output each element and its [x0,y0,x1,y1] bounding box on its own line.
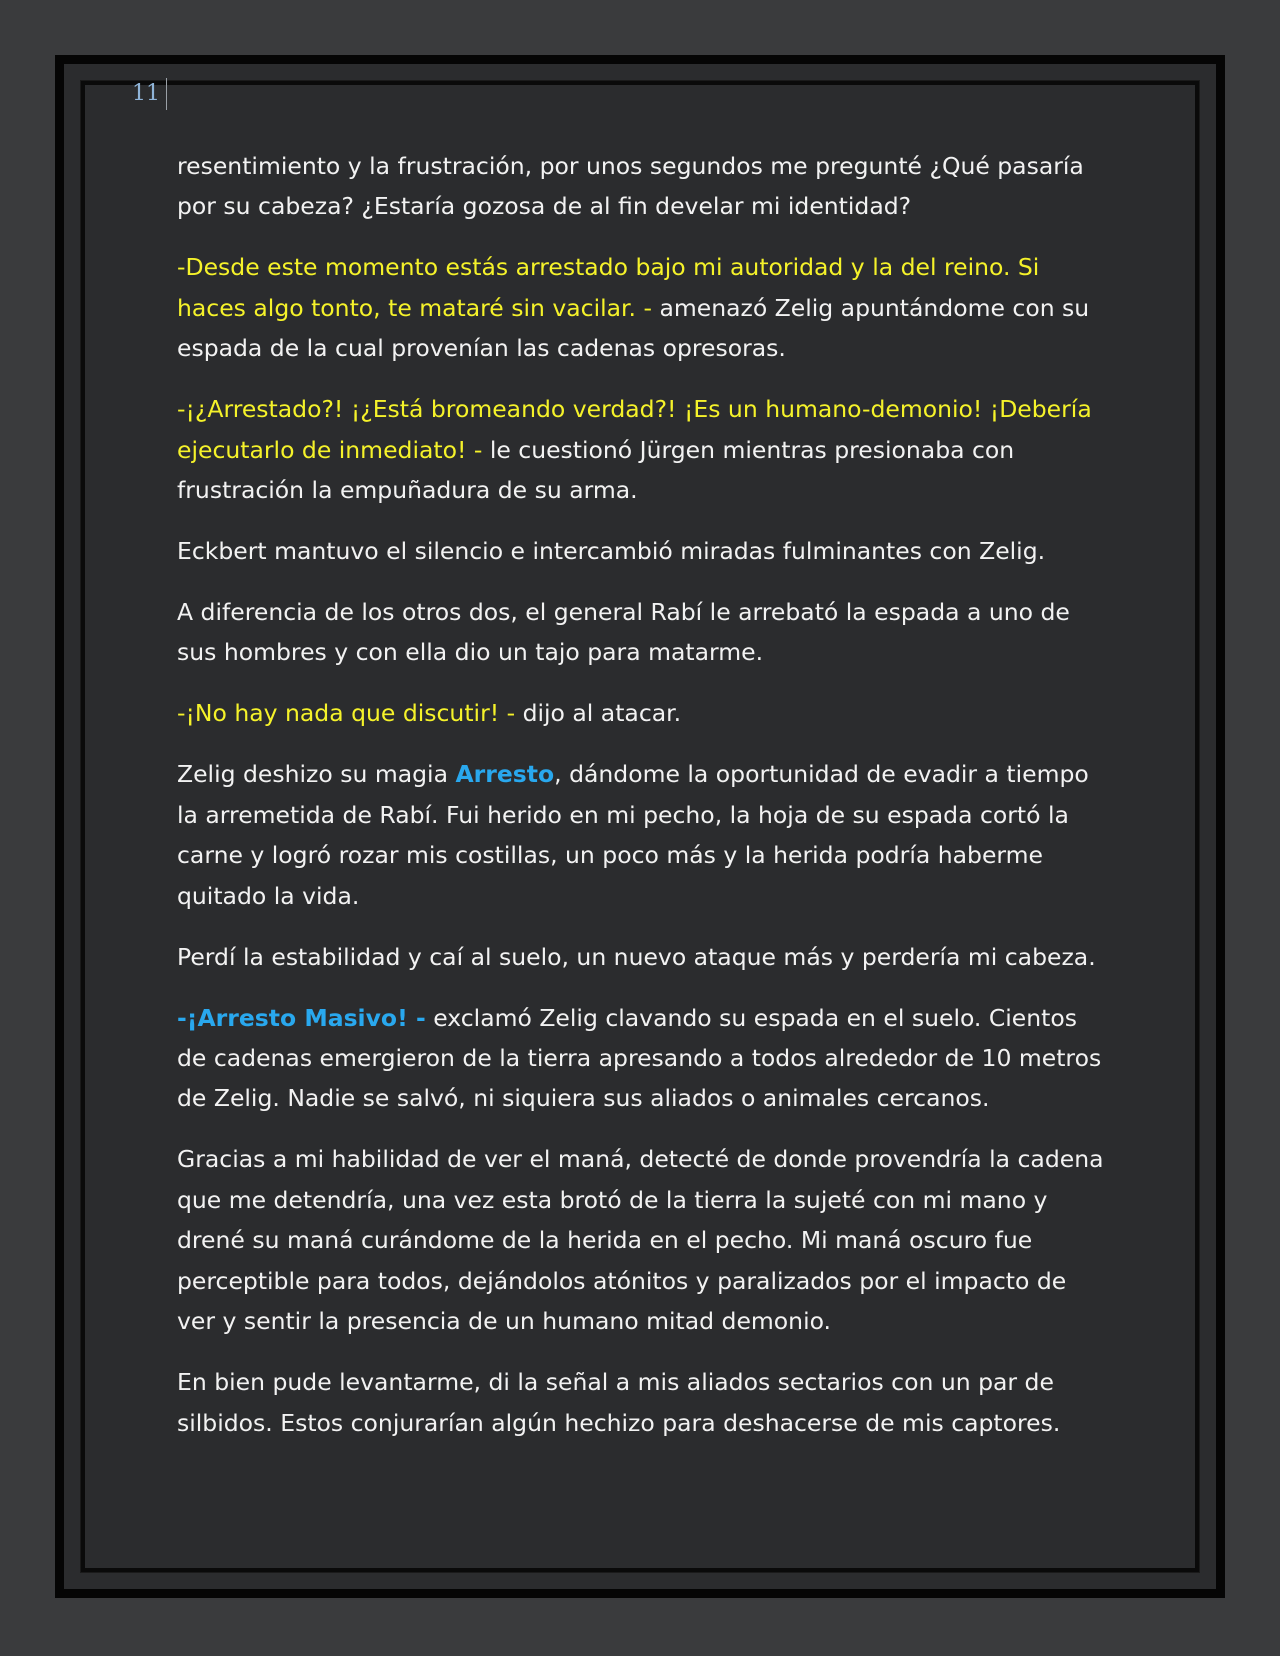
narration-text: exclamó Zelig clavando su espada en el suelo. Cientos de cadenas emergieron de la tierra apresando a todos alrededor de 10 metros de Zelig. Nadie se salvó, ni siquiera sus aliados o animales cercanos. [177,1003,1102,1113]
dialogue-text: -Desde este momento estás arrestado bajo mi autoridad y la del reino. Si haces algo tonto, te mataré sin vacilar. - [177,253,1040,322]
narration-text: Zelig deshizo su magia [177,760,456,789]
narration-text: le cuestionó Jürgen mientras presionaba con frustración la empuñadura de su arma. [177,435,1015,505]
paragraph-11 [177,1362,1107,1443]
narration-text: En bien pude levantarme, di la señal a mis aliados sectarios con un par de silbidos. Estos conjurarían algún hechizo para deshacerse de mis captores. [177,1368,1061,1437]
narration-text: , dándome la oportunidad de evadir a tiempo la arremetida de Rabí. Fui herido en mi pecho, la hoja de su espada cortó la carne y logró rozar mis costillas, un poco más y la herida podría haberme quitado la vida. [177,760,1089,910]
narration-text: amenazó Zelig apuntándome con su espada de la cual provenían las cadenas opresoras. [177,293,1090,363]
spell-name: Arresto [455,760,555,789]
paragraph-3 [177,389,1107,510]
text-body [177,146,1107,1464]
paragraph-8 [177,937,1107,977]
paragraph-4 [177,531,1107,571]
paragraph-1 [177,146,1107,227]
spell-dialogue-text: -¡Arresto Masivo! - [177,1003,426,1032]
narration-text: Eckbert mantuvo el silencio e intercambió miradas fulminantes con Zelig. [177,537,1046,566]
dialogue-text: -¡¿Arrestado?! ¡¿Está bromeando verdad?! ¡Es un humano-demonio! ¡Debería ejecutarlo de inmediato! - [177,395,1092,464]
paragraph-5 [177,592,1107,673]
paragraph-2 [177,247,1107,368]
page-number: 11 [132,78,167,110]
paragraph-9 [177,998,1107,1119]
paragraph-7 [177,754,1107,916]
paragraph-10 [177,1139,1107,1341]
dialogue-text: -¡No hay nada que discutir! - [177,699,516,728]
narration-text: resentimiento y la frustración, por unos segundos me pregunté ¿Qué pasaría por su cabeza? ¿Estaría gozosa de al fin develar mi identidad? [177,152,1084,221]
narration-text: A diferencia de los otros dos, el general Rabí le arrebató la espada a uno de sus hombres y con ella dio un tajo para matarme. [177,598,1070,667]
narration-text: Gracias a mi habilidad de ver el maná, detecté de donde provendría la cadena que me detendría, una vez esta brotó de la tierra la sujeté con mi mano y drené su maná curándome de la herida en el pecho. Mi maná oscuro fue perceptible para todos, dejándolos atónitos y paralizados por el impacto de ver y sentir la presencia de un humano mitad demonio. [177,1145,1104,1336]
narration-text: dijo al atacar. [515,699,682,728]
narration-text: Perdí la estabilidad y caí al suelo, un nuevo ataque más y perdería mi cabeza. [177,942,1096,971]
paragraph-6 [177,693,1107,733]
